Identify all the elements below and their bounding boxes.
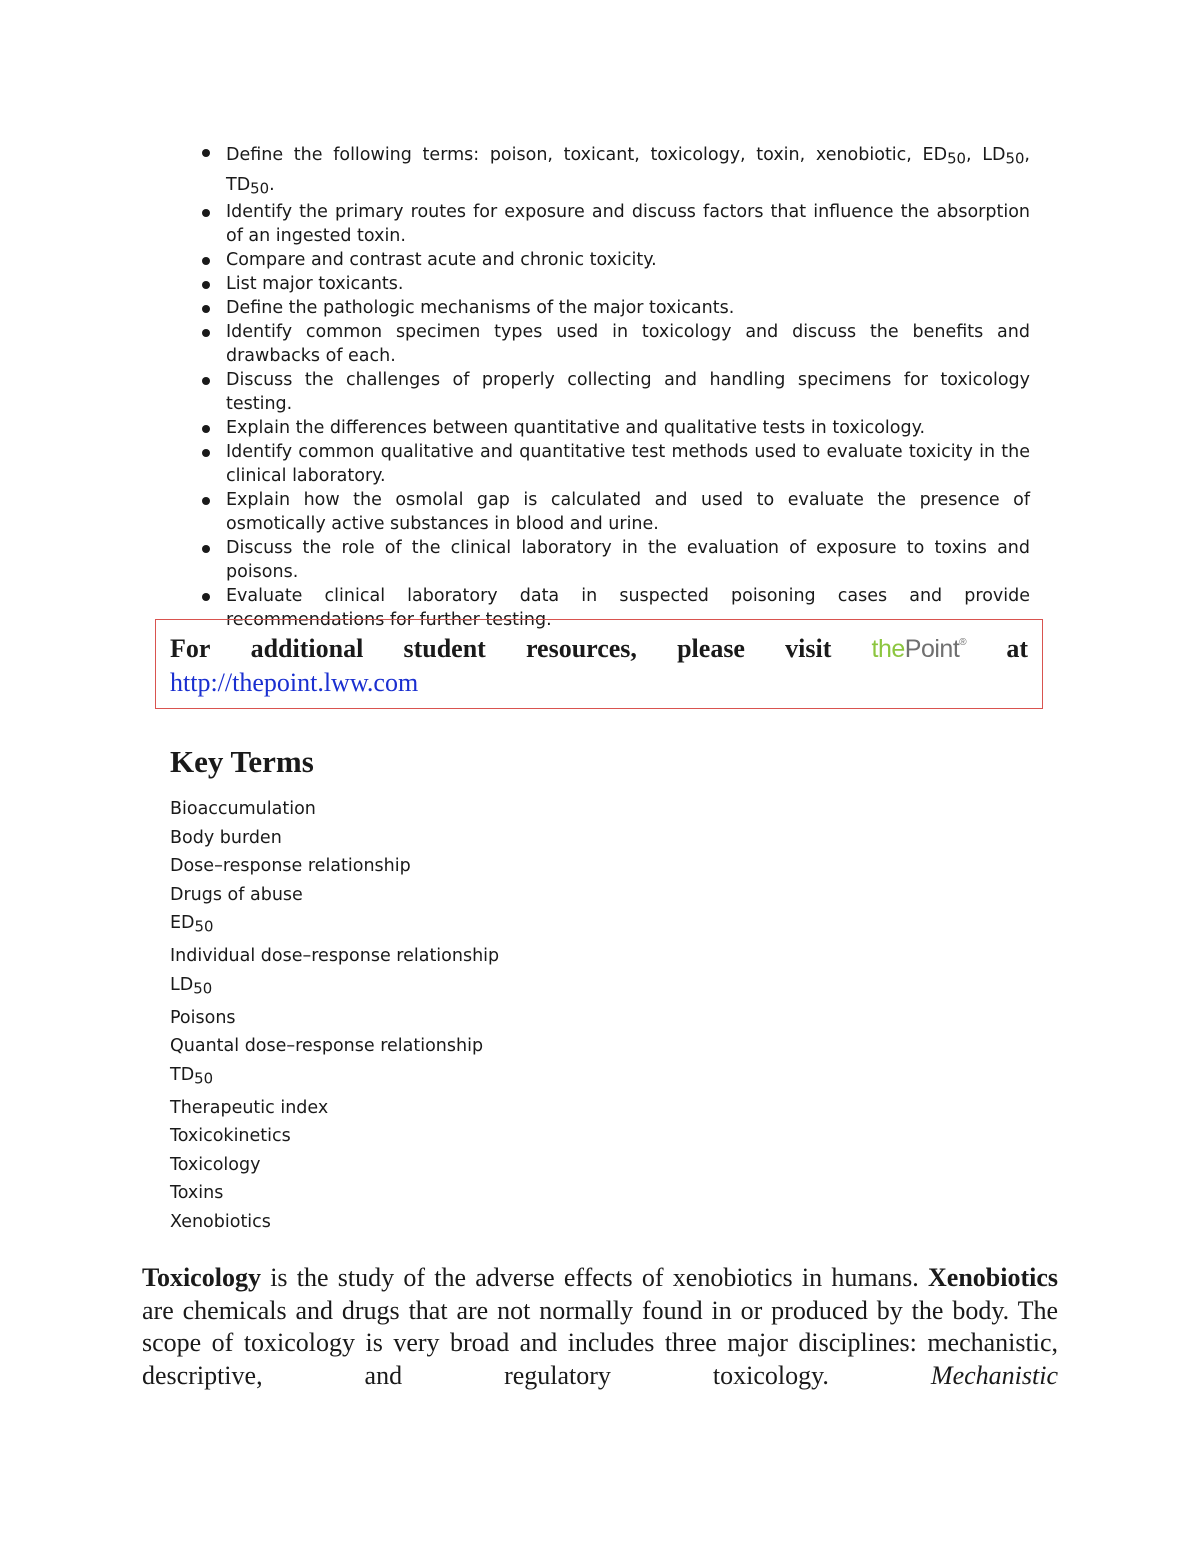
thepoint-link[interactable]: http://thepoint.lww.com xyxy=(170,668,419,697)
resources-word: at xyxy=(1006,634,1028,663)
objective-item: Discuss the challenges of properly collecting and handling specimens for toxicology testing. xyxy=(200,368,1030,416)
subscript: 50 xyxy=(194,1069,214,1088)
key-term-item: Therapeutic index xyxy=(170,1097,329,1118)
key-term-item: Toxicokinetics xyxy=(170,1126,291,1146)
term-ed: ED xyxy=(922,145,948,165)
key-term-item: Bioaccumulation xyxy=(170,799,316,819)
key-terms-heading: Key Terms xyxy=(170,744,314,779)
key-term-item: $ED_{50}$ xyxy=(170,913,214,936)
student-resources-box xyxy=(155,619,1043,709)
objective-item: Define the pathologic mechanisms of the major toxicants. xyxy=(200,296,1030,320)
thepoint-logo: thePoint® xyxy=(871,634,967,663)
key-term-item: Individual dose–response relationship xyxy=(170,946,500,966)
body-paragraph: Toxicology is the study of the adverse effects of xenobiotics in humans. Xenobiotics are chemicals and drugs that are not normally found in or produced by the body. The scope of toxicology is very broad and includes three major disciplines: mechanistic, descriptive, and regulatory toxicology. Mechanistic xyxy=(142,1263,1058,1390)
objective-item: Identify common qualitative and quantitative test methods used to evaluate toxicity in the clinical laboratory. xyxy=(200,440,1030,488)
key-term-item: Body burden xyxy=(170,827,282,848)
key-term-item: $TD_{50}$ xyxy=(170,1064,214,1088)
objective-text: Define the following terms: poison, toxicant, toxicology, toxin, xenobiotic, xyxy=(226,145,923,165)
objective-item: Compare and contrast acute and chronic toxicity. xyxy=(200,248,1030,272)
resources-word: student xyxy=(403,634,486,663)
objective-item: List major toxicants. xyxy=(200,272,1030,296)
objective-item: Discuss the role of the clinical laboratory in the evaluation of exposure to toxins and poisons. xyxy=(200,536,1030,584)
term-xenobiotics: Xenobiotics xyxy=(928,1263,1058,1292)
subscript: 50 xyxy=(193,979,213,998)
italic-term: Mechanistic xyxy=(930,1360,1058,1390)
key-term-item: Dose–response relationship xyxy=(170,856,411,876)
subscript: 50 xyxy=(947,149,967,168)
objective-item: Identify the primary routes for exposure and discuss factors that influence the absorption of an ingested toxin. xyxy=(200,200,1030,248)
resources-word: resources, xyxy=(525,634,637,663)
objective-item: Identify common specimen types used in toxicology and discuss the benefits and drawbacks of each. xyxy=(200,320,1030,368)
key-term-item: Quantal dose–response relationship xyxy=(170,1036,484,1056)
resources-word: For xyxy=(170,634,211,663)
objective-item: Evaluate clinical laboratory data in suspected poisoning cases and provide recommendations for further testing. xyxy=(200,584,1030,632)
resources-word: additional xyxy=(250,634,364,663)
subscript: 50 xyxy=(250,179,270,198)
objective-item: Define the following terms: poison, toxicant, toxicology, toxin, xenobiotic, $ED_{50}$, $LD_{50}$, $TD_{50}$. xyxy=(200,140,1030,200)
subscript: 50 xyxy=(1005,149,1025,168)
key-term-item: Drugs of abuse xyxy=(170,884,303,905)
resources-word: visit xyxy=(785,634,832,663)
key-term-item: Xenobiotics xyxy=(170,1211,271,1232)
subscript: 50 xyxy=(194,917,214,936)
key-term-item: Poisons xyxy=(170,1007,236,1028)
key-term-item: Toxins xyxy=(170,1183,224,1203)
key-term-item: Toxicology xyxy=(170,1154,261,1175)
key-terms-list xyxy=(170,796,499,1237)
objective-item: Explain the differences between quantitative and qualitative tests in toxicology. xyxy=(200,416,1030,440)
objective-item: Explain how the osmolal gap is calculated and used to evaluate the presence of osmotically active substances in blood and urine. xyxy=(200,488,1030,536)
key-term-item: $LD_{50}$ xyxy=(170,974,213,998)
resources-word: please xyxy=(677,634,745,663)
term-toxicology: Toxicology xyxy=(142,1263,261,1292)
term-ld: LD xyxy=(982,145,1006,165)
term-td: TD xyxy=(226,175,251,195)
resources-line xyxy=(170,632,1028,666)
learning-objectives-list xyxy=(200,140,1030,632)
